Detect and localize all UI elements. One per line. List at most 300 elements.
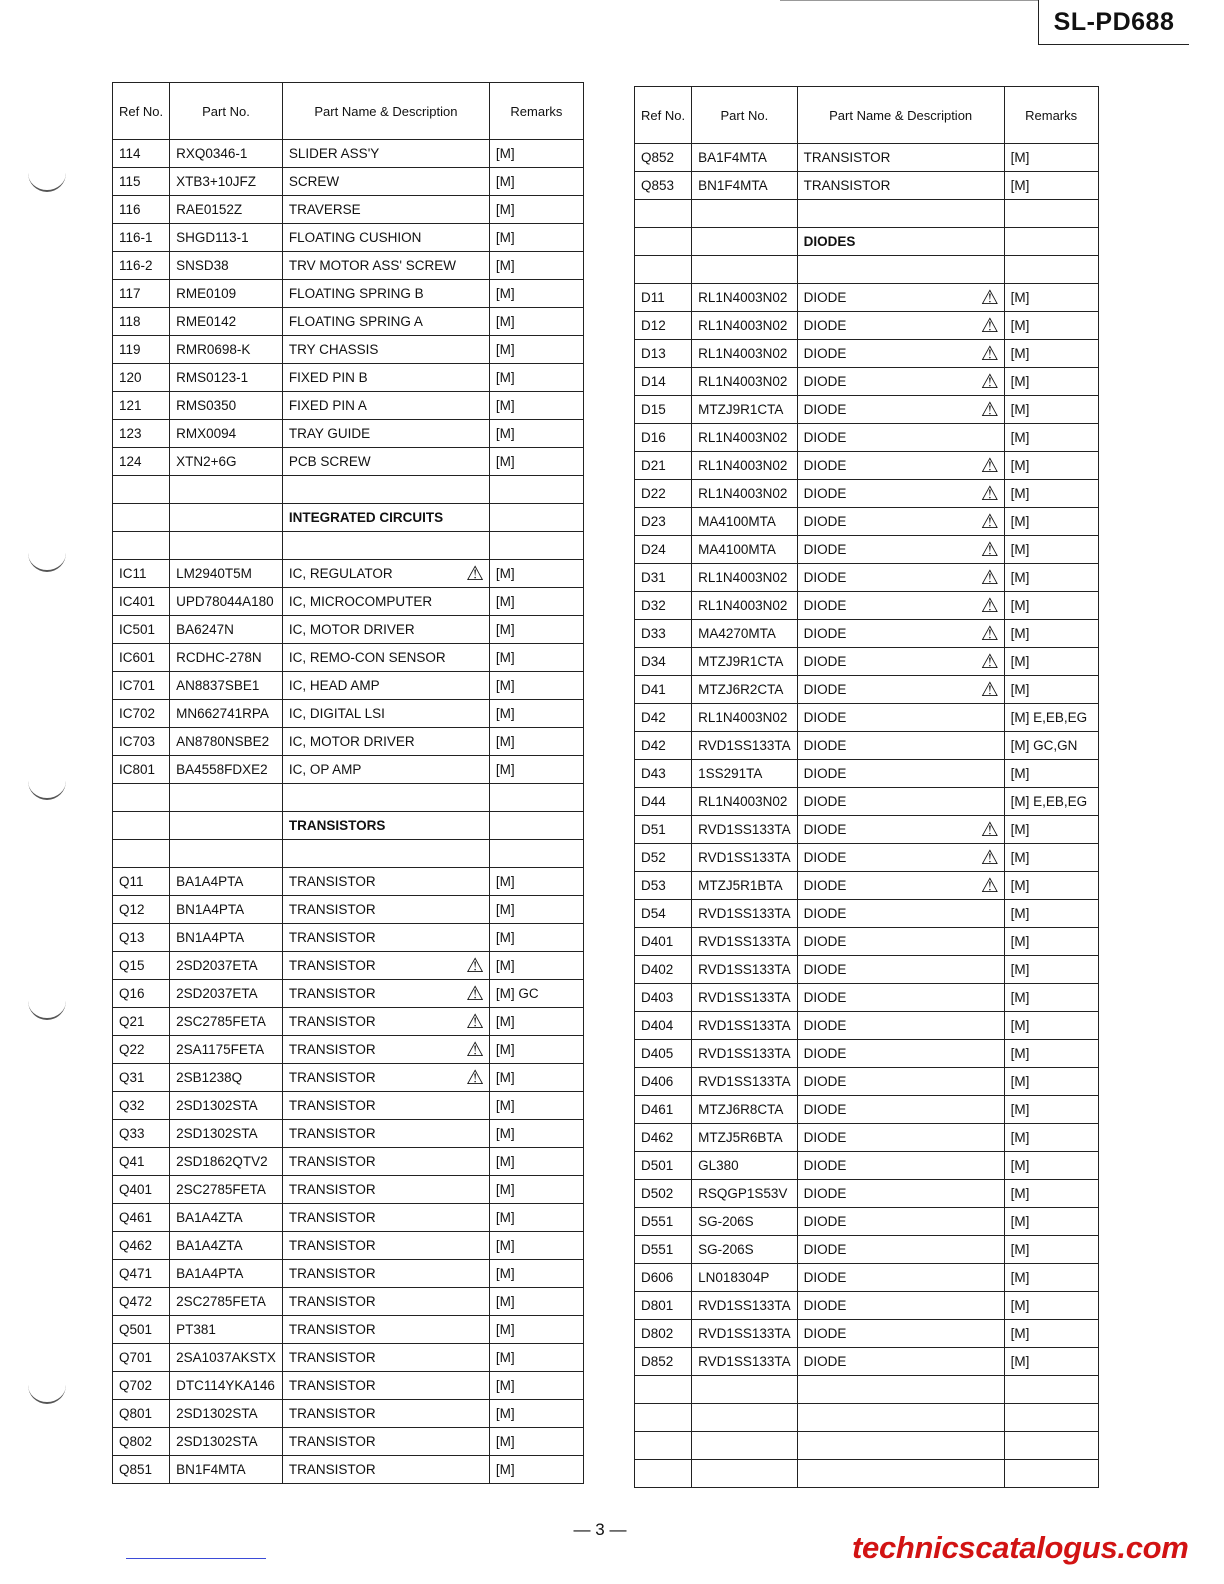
ref-no-cell: Q13 (113, 924, 170, 952)
part-name: IC, HEAD AMP (288, 677, 380, 693)
part-no-cell: RVD1SS133TA (692, 1040, 798, 1068)
part-name-cell (282, 1344, 489, 1372)
table-row (113, 336, 584, 364)
part-no-cell: MTZJ9R1CTA (692, 648, 798, 676)
part-no-cell: BA1A4PTA (170, 868, 283, 896)
part-no-cell: SHGD113-1 (170, 224, 283, 252)
ref-no-cell: 117 (113, 280, 170, 308)
ref-no-cell: D24 (635, 536, 692, 564)
table-row (113, 1456, 584, 1484)
safety-warning-icon: ⚠ (980, 846, 999, 869)
part-no-cell: 2SC2785FETA (170, 1288, 283, 1316)
table-row (113, 252, 584, 280)
part-name: DIODE (803, 1157, 847, 1173)
part-no-cell: MN662741RPA (170, 700, 283, 728)
table-row (635, 1236, 1099, 1264)
part-no-cell: MTZJ6R2CTA (692, 676, 798, 704)
table-row (635, 1096, 1099, 1124)
part-name: FLOATING SPRING A (288, 313, 423, 329)
table-row (113, 280, 584, 308)
part-name: IC, REMO-CON SENSOR (288, 649, 446, 665)
ref-no-cell: IC501 (113, 616, 170, 644)
table-row (635, 1068, 1099, 1096)
table-row (113, 700, 584, 728)
remarks-cell (1004, 228, 1098, 256)
ref-no-cell: D404 (635, 1012, 692, 1040)
ref-no-cell: 123 (113, 420, 170, 448)
ref-no-cell: D406 (635, 1068, 692, 1096)
part-name-cell (282, 420, 489, 448)
remarks-cell: [M] (489, 1400, 583, 1428)
remarks-cell: [M] (1004, 620, 1098, 648)
ref-no-cell: D551 (635, 1208, 692, 1236)
part-name-cell (797, 1292, 1004, 1320)
ref-no-cell: D42 (635, 732, 692, 760)
part-name-cell (797, 424, 1004, 452)
part-name-cell (797, 1208, 1004, 1236)
part-name: IC, REGULATOR (288, 565, 393, 581)
remarks-cell: [M] (489, 616, 583, 644)
remarks-cell: [M] (489, 1288, 583, 1316)
part-name: DIODE (803, 933, 847, 949)
remarks-cell: [M] (489, 896, 583, 924)
table-row (635, 984, 1099, 1012)
remarks-cell: [M] (489, 252, 583, 280)
part-name-cell (282, 924, 489, 952)
ref-no-cell: Q11 (113, 868, 170, 896)
ref-no-cell: D21 (635, 452, 692, 480)
table-row (635, 1012, 1099, 1040)
part-name: TRANSISTOR (288, 1209, 376, 1225)
part-no-cell: BA6247N (170, 616, 283, 644)
table-row (635, 144, 1099, 172)
ref-no-cell: Q471 (113, 1260, 170, 1288)
part-name: DIODE (803, 317, 847, 333)
table-row (635, 1208, 1099, 1236)
part-name-cell (282, 1428, 489, 1456)
part-name: DIODE (803, 989, 847, 1005)
table-row (635, 172, 1099, 200)
table-row (635, 256, 1099, 284)
part-name-cell (797, 732, 1004, 760)
part-name: FIXED PIN A (288, 397, 367, 413)
part-name-cell (797, 844, 1004, 872)
header-remarks: Remarks (489, 83, 583, 140)
ref-no-cell: D16 (635, 424, 692, 452)
part-name-cell (797, 900, 1004, 928)
table-row (113, 784, 584, 812)
part-no-cell (170, 476, 283, 504)
part-no-cell: RVD1SS133TA (692, 1320, 798, 1348)
part-name-cell (282, 1316, 489, 1344)
part-no-cell: BA4558FDXE2 (170, 756, 283, 784)
part-no-cell: BN1F4MTA (170, 1456, 283, 1484)
safety-warning-icon: ⚠ (465, 1010, 484, 1033)
part-name-cell (797, 928, 1004, 956)
part-name: IC, OP AMP (288, 761, 362, 777)
part-name-cell (282, 588, 489, 616)
part-no-cell: RL1N4003N02 (692, 452, 798, 480)
part-name-cell (282, 1176, 489, 1204)
part-name: TRANSISTOR (288, 1461, 376, 1477)
part-no-cell: MTZJ9R1CTA (692, 396, 798, 424)
part-name-cell (282, 980, 489, 1008)
part-no-cell: RL1N4003N02 (692, 424, 798, 452)
part-name: TRANSISTOR (288, 985, 376, 1001)
part-name-cell (797, 172, 1004, 200)
part-name-cell (797, 704, 1004, 732)
table-row (113, 1232, 584, 1260)
ref-no-cell (113, 476, 170, 504)
part-name: TRAVERSE (288, 201, 361, 217)
part-name-cell (797, 648, 1004, 676)
part-name-cell (282, 140, 489, 168)
ref-no-cell: Q701 (113, 1344, 170, 1372)
part-no-cell: 2SC2785FETA (170, 1176, 283, 1204)
remarks-cell: [M] (1004, 648, 1098, 676)
table-row (635, 1292, 1099, 1320)
part-name-cell (282, 532, 489, 560)
header-ref-no: Ref No. (113, 83, 170, 140)
table-row (113, 672, 584, 700)
table-row (635, 956, 1099, 984)
remarks-cell: [M] (489, 1344, 583, 1372)
table-row (635, 816, 1099, 844)
table-row (113, 952, 584, 980)
part-no-cell: MA4100MTA (692, 508, 798, 536)
remarks-cell: [M] (1004, 1124, 1098, 1152)
table-row (113, 1316, 584, 1344)
remarks-cell: [M] (1004, 424, 1098, 452)
ref-no-cell: D502 (635, 1180, 692, 1208)
part-name: DIODE (803, 429, 847, 445)
part-no-cell: RVD1SS133TA (692, 844, 798, 872)
part-name: DIODE (803, 569, 847, 585)
ref-no-cell: 119 (113, 336, 170, 364)
part-no-cell: BN1A4PTA (170, 924, 283, 952)
part-no-cell: AN8837SBE1 (170, 672, 283, 700)
remarks-cell: [M] (489, 140, 583, 168)
table-row (113, 1176, 584, 1204)
remarks-cell (489, 504, 583, 532)
safety-warning-icon: ⚠ (980, 622, 999, 645)
table-row (635, 284, 1099, 312)
remarks-cell: [M] (1004, 928, 1098, 956)
part-name-cell (797, 620, 1004, 648)
ref-no-cell: Q32 (113, 1092, 170, 1120)
remarks-cell: [M] (489, 588, 583, 616)
table-row (113, 168, 584, 196)
part-name-cell (797, 1460, 1004, 1488)
part-no-cell: RMS0350 (170, 392, 283, 420)
table-row (113, 476, 584, 504)
part-name: TRANSISTOR (288, 929, 376, 945)
table-row (635, 1404, 1099, 1432)
part-no-cell: RME0142 (170, 308, 283, 336)
part-name-cell (797, 1152, 1004, 1180)
part-no-cell: RL1N4003N02 (692, 312, 798, 340)
remarks-cell: [M] (1004, 1152, 1098, 1180)
part-name: DIODE (803, 1073, 847, 1089)
safety-warning-icon: ⚠ (980, 594, 999, 617)
part-name-cell (797, 144, 1004, 172)
part-no-cell: MA4100MTA (692, 536, 798, 564)
part-no-cell: RMS0123-1 (170, 364, 283, 392)
part-name-cell (282, 1400, 489, 1428)
remarks-cell: [M] (1004, 452, 1098, 480)
remarks-cell: [M] (1004, 144, 1098, 172)
safety-warning-icon: ⚠ (980, 874, 999, 897)
remarks-cell: [M] (489, 280, 583, 308)
part-name-cell (797, 368, 1004, 396)
remarks-cell: [M] (489, 1092, 583, 1120)
safety-warning-icon: ⚠ (465, 562, 484, 585)
part-no-cell: 2SD1302STA (170, 1400, 283, 1428)
part-name-cell (282, 224, 489, 252)
ref-no-cell: Q22 (113, 1036, 170, 1064)
ref-no-cell: Q501 (113, 1316, 170, 1344)
table-row (113, 420, 584, 448)
remarks-cell: [M] GC,GN (1004, 732, 1098, 760)
part-no-cell: MTZJ6R8CTA (692, 1096, 798, 1124)
part-name: DIODE (803, 401, 847, 417)
part-name: DIODE (803, 653, 847, 669)
ref-no-cell: Q853 (635, 172, 692, 200)
part-name-cell (797, 1432, 1004, 1460)
remarks-cell: [M] (489, 224, 583, 252)
ref-no-cell: Q702 (113, 1372, 170, 1400)
remarks-cell: [M] (1004, 368, 1098, 396)
part-name: DIODE (803, 905, 847, 921)
table-row (635, 1376, 1099, 1404)
part-name-cell (282, 504, 489, 532)
table-row (113, 140, 584, 168)
ref-no-cell: Q33 (113, 1120, 170, 1148)
part-name-cell (282, 196, 489, 224)
ref-no-cell: IC601 (113, 644, 170, 672)
part-name: DIODE (803, 1185, 847, 1201)
ref-no-cell: Q21 (113, 1008, 170, 1036)
remarks-cell: [M] (489, 1008, 583, 1036)
part-name-cell (797, 1068, 1004, 1096)
part-no-cell: RVD1SS133TA (692, 1292, 798, 1320)
model-number: SL-PD688 (1038, 0, 1189, 45)
part-name: TRANSISTOR (288, 1153, 376, 1169)
part-name-cell (797, 1320, 1004, 1348)
part-name: TRV MOTOR ASS' SCREW (288, 257, 457, 273)
table-row (635, 1152, 1099, 1180)
ref-no-cell: Q41 (113, 1148, 170, 1176)
remarks-cell: [M] (1004, 1292, 1098, 1320)
safety-warning-icon: ⚠ (980, 566, 999, 589)
remarks-cell: [M] (489, 1428, 583, 1456)
table-row (113, 924, 584, 952)
part-name-cell (282, 252, 489, 280)
table-row (113, 1400, 584, 1428)
part-name: DIODE (803, 1129, 847, 1145)
table-header-row (635, 87, 1099, 144)
safety-warning-icon: ⚠ (980, 538, 999, 561)
part-no-cell: RXQ0346-1 (170, 140, 283, 168)
part-no-cell (692, 1404, 798, 1432)
header-part-no: Part No. (170, 83, 283, 140)
part-no-cell (692, 200, 798, 228)
part-name-cell (282, 308, 489, 336)
safety-warning-icon: ⚠ (980, 482, 999, 505)
ref-no-cell: 118 (113, 308, 170, 336)
part-no-cell: RVD1SS133TA (692, 816, 798, 844)
part-name: DIODE (803, 513, 847, 529)
parts-table-right (634, 86, 1099, 1488)
table-row (635, 480, 1099, 508)
table-row (113, 448, 584, 476)
table-row (113, 1428, 584, 1456)
safety-warning-icon: ⚠ (980, 370, 999, 393)
remarks-cell: [M] (489, 1260, 583, 1288)
remarks-cell: [M] (489, 700, 583, 728)
part-no-cell: PT381 (170, 1316, 283, 1344)
table-row (113, 616, 584, 644)
part-no-cell: RL1N4003N02 (692, 284, 798, 312)
part-name-cell (282, 868, 489, 896)
part-no-cell (692, 256, 798, 284)
table-row (113, 1204, 584, 1232)
ref-no-cell: D12 (635, 312, 692, 340)
ref-no-cell: IC801 (113, 756, 170, 784)
part-no-cell: RL1N4003N02 (692, 592, 798, 620)
remarks-cell: [M] (1004, 1264, 1098, 1292)
ref-no-cell: D461 (635, 1096, 692, 1124)
remarks-cell: [M] (489, 1456, 583, 1484)
table-row (113, 1036, 584, 1064)
part-name-cell (282, 1260, 489, 1288)
part-name: DIODE (803, 1325, 847, 1341)
ref-no-cell: D54 (635, 900, 692, 928)
ref-no-cell (635, 1432, 692, 1460)
ref-no-cell: Q801 (113, 1400, 170, 1428)
part-name-cell (797, 256, 1004, 284)
table-row (635, 200, 1099, 228)
remarks-cell: [M] (1004, 1040, 1098, 1068)
part-no-cell: 2SC2785FETA (170, 1008, 283, 1036)
part-no-cell: 2SD1302STA (170, 1092, 283, 1120)
table-row (635, 508, 1099, 536)
part-name-cell (282, 392, 489, 420)
part-name: IC, MOTOR DRIVER (288, 733, 415, 749)
table-row (113, 840, 584, 868)
part-name: DIODE (803, 289, 847, 305)
ref-no-cell: 115 (113, 168, 170, 196)
remarks-cell: [M] (489, 868, 583, 896)
part-name: DIODE (803, 961, 847, 977)
remarks-cell: [M] (1004, 984, 1098, 1012)
ref-no-cell: Q401 (113, 1176, 170, 1204)
ref-no-cell: D33 (635, 620, 692, 648)
part-name: DIODE (803, 457, 847, 473)
ref-no-cell: 116 (113, 196, 170, 224)
ref-no-cell: D43 (635, 760, 692, 788)
remarks-cell: [M] (489, 560, 583, 588)
table-row (113, 728, 584, 756)
remarks-cell: [M] (489, 1316, 583, 1344)
part-name-cell (797, 508, 1004, 536)
part-no-cell: RL1N4003N02 (692, 788, 798, 816)
ref-no-cell: D42 (635, 704, 692, 732)
remarks-cell: [M] (489, 1064, 583, 1092)
part-no-cell: BA1F4MTA (692, 144, 798, 172)
remarks-cell (489, 840, 583, 868)
part-no-cell: RMX0094 (170, 420, 283, 448)
part-no-cell: MTZJ5R6BTA (692, 1124, 798, 1152)
part-no-cell (692, 1376, 798, 1404)
remarks-cell: [M] (489, 364, 583, 392)
part-no-cell: SNSD38 (170, 252, 283, 280)
section-heading: TRANSISTORS (288, 817, 386, 833)
ref-no-cell (113, 532, 170, 560)
table-row (635, 1460, 1099, 1488)
part-name: DIODE (803, 345, 847, 361)
ref-no-cell: Q852 (635, 144, 692, 172)
remarks-cell: [M] (1004, 1348, 1098, 1376)
safety-warning-icon: ⚠ (980, 678, 999, 701)
remarks-cell (1004, 1432, 1098, 1460)
ref-no-cell: 121 (113, 392, 170, 420)
part-name-cell (282, 1232, 489, 1260)
part-name: TRANSISTOR (288, 1181, 376, 1197)
part-no-cell: DTC114YKA146 (170, 1372, 283, 1400)
table-row (113, 560, 584, 588)
table-row (113, 644, 584, 672)
part-name: TRANSISTOR (288, 1321, 376, 1337)
remarks-cell: [M] (489, 952, 583, 980)
table-row (635, 368, 1099, 396)
part-name-cell (797, 1348, 1004, 1376)
part-name-cell (797, 480, 1004, 508)
table-row (113, 1148, 584, 1176)
ref-no-cell: D44 (635, 788, 692, 816)
ref-no-cell: IC703 (113, 728, 170, 756)
part-name: DIODE (803, 709, 847, 725)
part-name-cell (282, 1372, 489, 1400)
remarks-cell: [M] (1004, 1068, 1098, 1096)
part-no-cell: RVD1SS133TA (692, 1012, 798, 1040)
remarks-cell (1004, 200, 1098, 228)
part-name: TRANSISTOR (803, 177, 891, 193)
part-name: FLOATING SPRING B (288, 285, 424, 301)
part-name-cell (797, 396, 1004, 424)
ref-no-cell: 116-1 (113, 224, 170, 252)
header-part-no: Part No. (692, 87, 798, 144)
ref-no-cell: D606 (635, 1264, 692, 1292)
part-name: DIODE (803, 1269, 847, 1285)
part-name: FIXED PIN B (288, 369, 368, 385)
part-name: DIODE (803, 793, 847, 809)
ref-no-cell: D551 (635, 1236, 692, 1264)
part-no-cell: RVD1SS133TA (692, 1068, 798, 1096)
remarks-cell: [M] E,EB,EG (1004, 704, 1098, 732)
part-name-cell (797, 1376, 1004, 1404)
remarks-cell: [M] (1004, 480, 1098, 508)
part-name: PCB SCREW (288, 453, 371, 469)
part-name: DIODE (803, 1213, 847, 1229)
binder-hole-mark (28, 168, 66, 192)
part-no-cell: BA1A4ZTA (170, 1232, 283, 1260)
remarks-cell: [M] (1004, 760, 1098, 788)
part-name-cell (797, 564, 1004, 592)
part-no-cell (692, 1460, 798, 1488)
safety-warning-icon: ⚠ (980, 286, 999, 309)
part-name: DIODE (803, 1241, 847, 1257)
